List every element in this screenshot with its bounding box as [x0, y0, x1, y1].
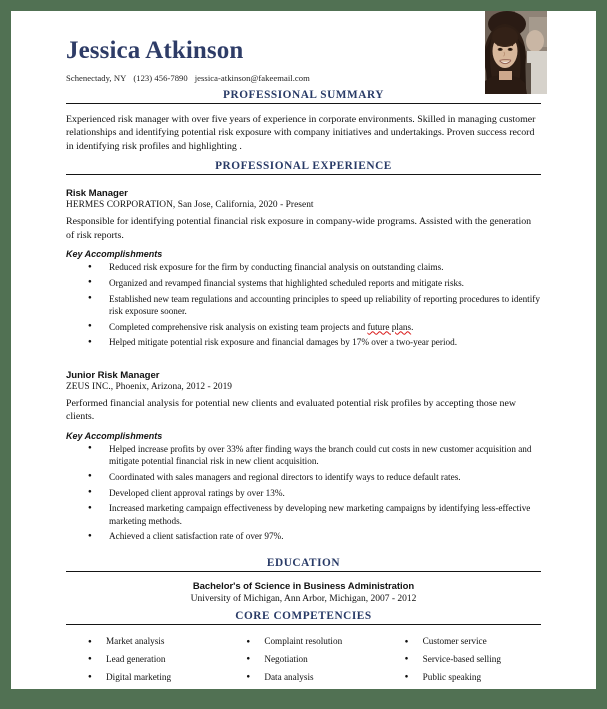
- section-divider-education: [66, 571, 541, 572]
- job-spacer: [66, 352, 541, 363]
- section-heading-experience: PROFESSIONAL EXPERIENCE: [215, 160, 392, 173]
- competency-item: ● Negotiation: [224, 654, 382, 666]
- candidate-name: Jessica Atkinson: [66, 37, 244, 64]
- bullet-item: ● Increased marketing campaign effectiveness by developing new marketing campaigns by identifying less-effective marketing methods.: [66, 502, 541, 526]
- job-bullet-list: [66, 261, 541, 348]
- competencies-list: [224, 636, 382, 684]
- bullet-item: ● Helped increase profits by over 33% after finding ways the branch could cut costs in new customer acquisition and mitigate potential financial risk in new client acquisition.: [66, 443, 541, 467]
- headshot-image: [485, 11, 547, 94]
- job-description: Responsible for identifying potential financial risk exposure in company-wide programs. Assisted with the generation of risk reports.: [66, 216, 532, 241]
- competency-item: ● Service-based selling: [383, 654, 541, 666]
- bullet-item: ● Established new team regulations and accounting principles to speed up reliability of reporting procedures to identify risk exposure sooner.: [66, 293, 541, 317]
- section-heading-summary: PROFESSIONAL SUMMARY: [223, 89, 384, 101]
- competencies-column: [66, 636, 224, 689]
- competencies-column: [383, 636, 541, 689]
- competency-item: ● Digital marketing: [66, 672, 224, 684]
- resume-paper: [11, 11, 596, 689]
- bullet-item: ● Reduced risk exposure for the firm by conducting financial analysis on outstanding claims.: [66, 261, 541, 273]
- education-degree: Bachelor's of Science in Business Administration: [192, 581, 415, 592]
- bullet-item: ● Achieved a client satisfaction rate of over 97%.: [66, 530, 541, 542]
- job-title: Risk Manager: [66, 188, 128, 200]
- summary-text: Experienced risk manager with over five years of experience in corporate environments. Skilled in managing customer relationships and identifying potential risk exposure with company initiatives and undertakings. Proven success record in identifying risk profiles and highlighting .: [66, 114, 536, 152]
- competency-item: ● Customer service: [383, 636, 541, 648]
- job-entry: [66, 363, 541, 542]
- section-core-competencies: [66, 610, 541, 689]
- job-company: ZEUS INC., Phoenix, Arizona, 2012 - 2019: [66, 382, 233, 393]
- section-professional-summary: [66, 89, 541, 160]
- competency-item: ● Data analysis: [224, 672, 382, 684]
- section-spacer: [66, 546, 541, 557]
- section-heading-competencies: CORE COMPETENCIES: [235, 610, 372, 622]
- education-entry: [66, 578, 541, 610]
- competencies-list: [383, 636, 541, 684]
- spellcheck-underlined-text: future plans: [367, 321, 412, 332]
- competencies-grid: [66, 631, 541, 689]
- competency-item: ● Lead generation: [66, 654, 224, 666]
- contact-phone: (123) 456-7890: [133, 72, 188, 83]
- bullet-item: ● Coordinated with sales managers and regional directors to identify ways to reduce default rates.: [66, 471, 541, 483]
- section-divider-summary: [66, 103, 541, 104]
- section-divider-experience: [66, 174, 541, 175]
- contact-location: Schenectady, NY: [66, 72, 127, 83]
- headshot-photo: [485, 11, 547, 94]
- competency-item: ● Market analysis: [66, 636, 224, 648]
- contact-email: jessica-atkinson@fakeemail.com: [194, 72, 310, 83]
- job-entry: [66, 181, 541, 348]
- section-divider-competencies: [66, 624, 541, 625]
- competency-item: ● Complaint resolution: [224, 636, 382, 648]
- job-bullet-list: [66, 443, 541, 543]
- key-accomplishments-label: Key Accomplishments: [66, 430, 163, 441]
- competencies-column: [224, 636, 382, 689]
- education-school: University of Michigan, Ann Arbor, Michigan, 2007 - 2012: [190, 594, 417, 604]
- key-accomplishments-label: Key Accomplishments: [66, 249, 163, 260]
- job-title: Junior Risk Manager: [66, 370, 160, 382]
- competency-item: ● Public speaking: [383, 672, 541, 684]
- job-company: HERMES CORPORATION, San Jose, California, 2020 - Present: [66, 200, 314, 211]
- section-education: [66, 557, 541, 610]
- contact-line: [66, 73, 541, 83]
- resume-header: [66, 11, 541, 89]
- bullet-item: ● Completed comprehensive risk analysis on existing team projects and future plans.: [66, 321, 541, 333]
- section-heading-education: EDUCATION: [266, 557, 341, 569]
- bullet-item: ● Developed client approval ratings by over 13%.: [66, 487, 541, 499]
- job-description: Performed financial analysis for potential new clients and evaluated potential risk profiles by accepting those new clients.: [66, 398, 516, 423]
- resume-content: [66, 11, 541, 689]
- competencies-list: [66, 636, 224, 684]
- bullet-item: ● Helped mitigate potential risk exposure and financial damages by 17% over a two-year period.: [66, 336, 541, 348]
- bullet-item: ● Organized and revamped financial systems that highlighted scheduled reports and mitigate risks.: [66, 277, 541, 289]
- section-professional-experience: [66, 160, 541, 542]
